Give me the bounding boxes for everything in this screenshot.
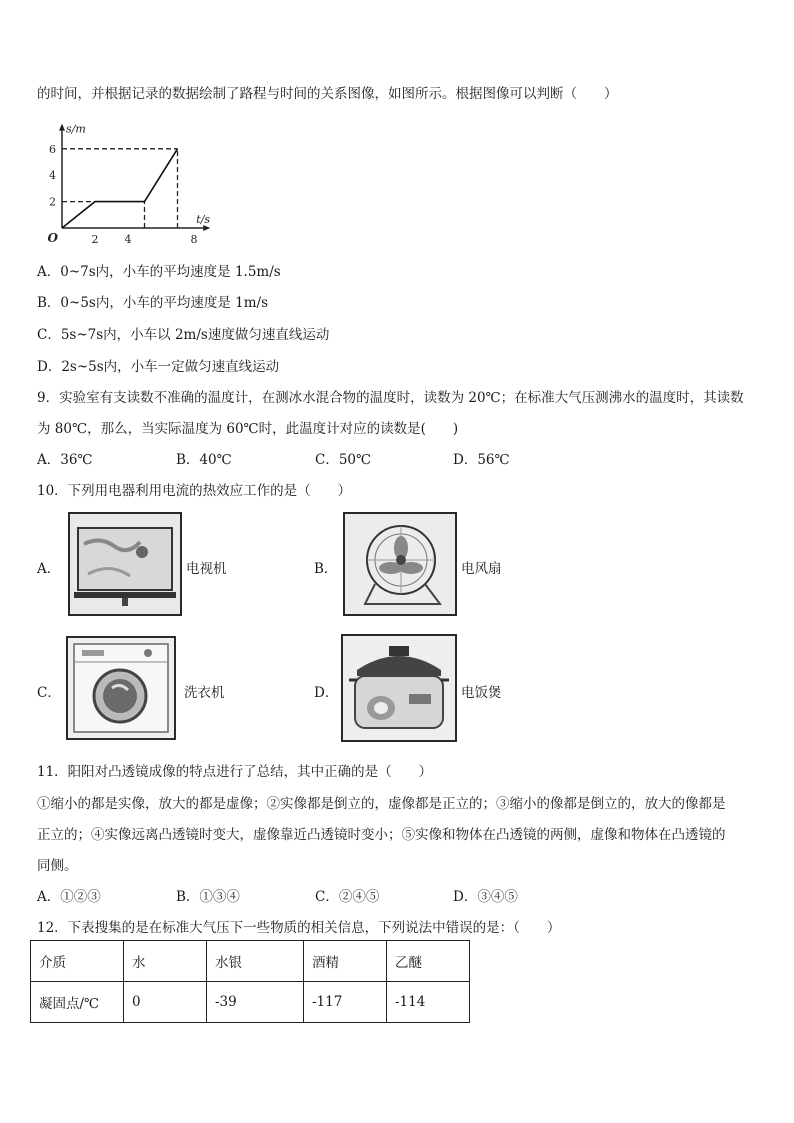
q9-line-1: 9．实验室有支读数不准确的温度计，在测冰水混合物的温度时，读数为 20℃；在标准大气压测沸水的温度时，其读数 bbox=[37, 390, 744, 406]
q11-option-c[interactable]: C．②④⑤ bbox=[315, 889, 380, 905]
q10-option-b-letter[interactable]: B． bbox=[314, 561, 338, 577]
origin-label: O bbox=[47, 231, 58, 245]
y-axis-arrow bbox=[59, 124, 65, 131]
q10-option-c-label: 洗衣机 bbox=[184, 685, 225, 701]
table-cell: 酒精 bbox=[304, 941, 387, 982]
q9-option-a[interactable]: A．36℃ bbox=[37, 452, 93, 468]
y-tick-label: 6 bbox=[49, 142, 56, 156]
freezing-point-table bbox=[30, 940, 470, 1023]
table-cell: 乙醚 bbox=[387, 941, 470, 982]
q10-option-d-letter[interactable]: D． bbox=[314, 685, 339, 701]
q10-stem: 10．下列用电器利用电流的热效应工作的是（ ） bbox=[37, 483, 352, 499]
fan-icon bbox=[343, 512, 457, 616]
q10-option-b-label: 电风扇 bbox=[461, 561, 502, 577]
q11-line-1: ①缩小的都是实像，放大的都是虚像；②实像都是倒立的，虚像都是正立的；③缩小的像都是倒立的，放大的像都是 bbox=[37, 796, 726, 812]
table-cell: 水 bbox=[124, 941, 207, 982]
q10-option-c-letter[interactable]: C． bbox=[37, 685, 61, 701]
q8-option-c[interactable]: C．5s~7s内，小车以 2m/s速度做匀速直线运动 bbox=[37, 327, 330, 343]
q11-option-b[interactable]: B．①③④ bbox=[176, 889, 240, 905]
y-tick-label: 4 bbox=[49, 169, 56, 183]
table-cell: -39 bbox=[207, 982, 304, 1023]
q8-option-d[interactable]: D．2s~5s内，小车一定做匀速直线运动 bbox=[37, 359, 280, 375]
table-cell: 凝固点/℃ bbox=[31, 982, 124, 1023]
q12-stem: 12．下表搜集的是在标准大气压下一些物质的相关信息，下列说法中错误的是：（ ） bbox=[37, 920, 561, 936]
q8-stem: 的时间，并根据记录的数据绘制了路程与时间的关系图像，如图所示。根据图像可以判断（ ） bbox=[37, 86, 618, 102]
q11-option-d[interactable]: D．③④⑤ bbox=[453, 889, 518, 905]
table-cell: -117 bbox=[304, 982, 387, 1023]
x-tick-label: 2 bbox=[91, 233, 99, 246]
q9-option-b[interactable]: B．40℃ bbox=[176, 452, 232, 468]
table-cell: 水银 bbox=[207, 941, 304, 982]
x-axis-label: t/s bbox=[196, 213, 211, 226]
q8-option-a[interactable]: A．0~7s内，小车的平均速度是 1.5m/s bbox=[37, 264, 281, 280]
washer-icon bbox=[66, 636, 176, 740]
q8-option-b[interactable]: B．0~5s内，小车的平均速度是 1m/s bbox=[37, 295, 268, 311]
q10-option-a-letter[interactable]: A． bbox=[37, 561, 61, 577]
table-row bbox=[31, 941, 470, 982]
table-cell: -114 bbox=[387, 982, 470, 1023]
q11-stem: 11．阳阳对凸透镜成像的特点进行了总结，其中正确的是（ ） bbox=[37, 764, 433, 780]
table-cell: 0 bbox=[124, 982, 207, 1023]
q10-option-d-label: 电饭煲 bbox=[461, 685, 502, 701]
q11-line-2: 正立的；④实像远离凸透镜时变大，虚像靠近凸透镜时变小；⑤实像和物体在凸透镜的两侧，虚像和物体在凸透镜的 bbox=[37, 827, 726, 843]
q9-option-c[interactable]: C．50℃ bbox=[315, 452, 372, 468]
table-row bbox=[31, 982, 470, 1023]
table-cell: 介质 bbox=[31, 941, 124, 982]
rice-cooker-icon bbox=[341, 634, 457, 742]
q11-option-a[interactable]: A．①②③ bbox=[37, 889, 101, 905]
y-axis-label: s/m bbox=[66, 122, 86, 136]
q9-option-d[interactable]: D．56℃ bbox=[453, 452, 510, 468]
y-tick-label: 2 bbox=[49, 195, 56, 209]
q10-option-a-label: 电视机 bbox=[186, 561, 227, 577]
x-tick-label: 4 bbox=[124, 233, 132, 246]
series-line bbox=[62, 149, 178, 228]
q9-line-2: 为 80℃，那么，当实际温度为 60℃时，此温度计对应的读数是( ) bbox=[37, 421, 459, 437]
st-graph bbox=[36, 118, 236, 248]
x-tick-label: 8 bbox=[190, 233, 198, 246]
tv-icon bbox=[68, 512, 182, 616]
q11-line-3: 同侧。 bbox=[37, 858, 78, 874]
